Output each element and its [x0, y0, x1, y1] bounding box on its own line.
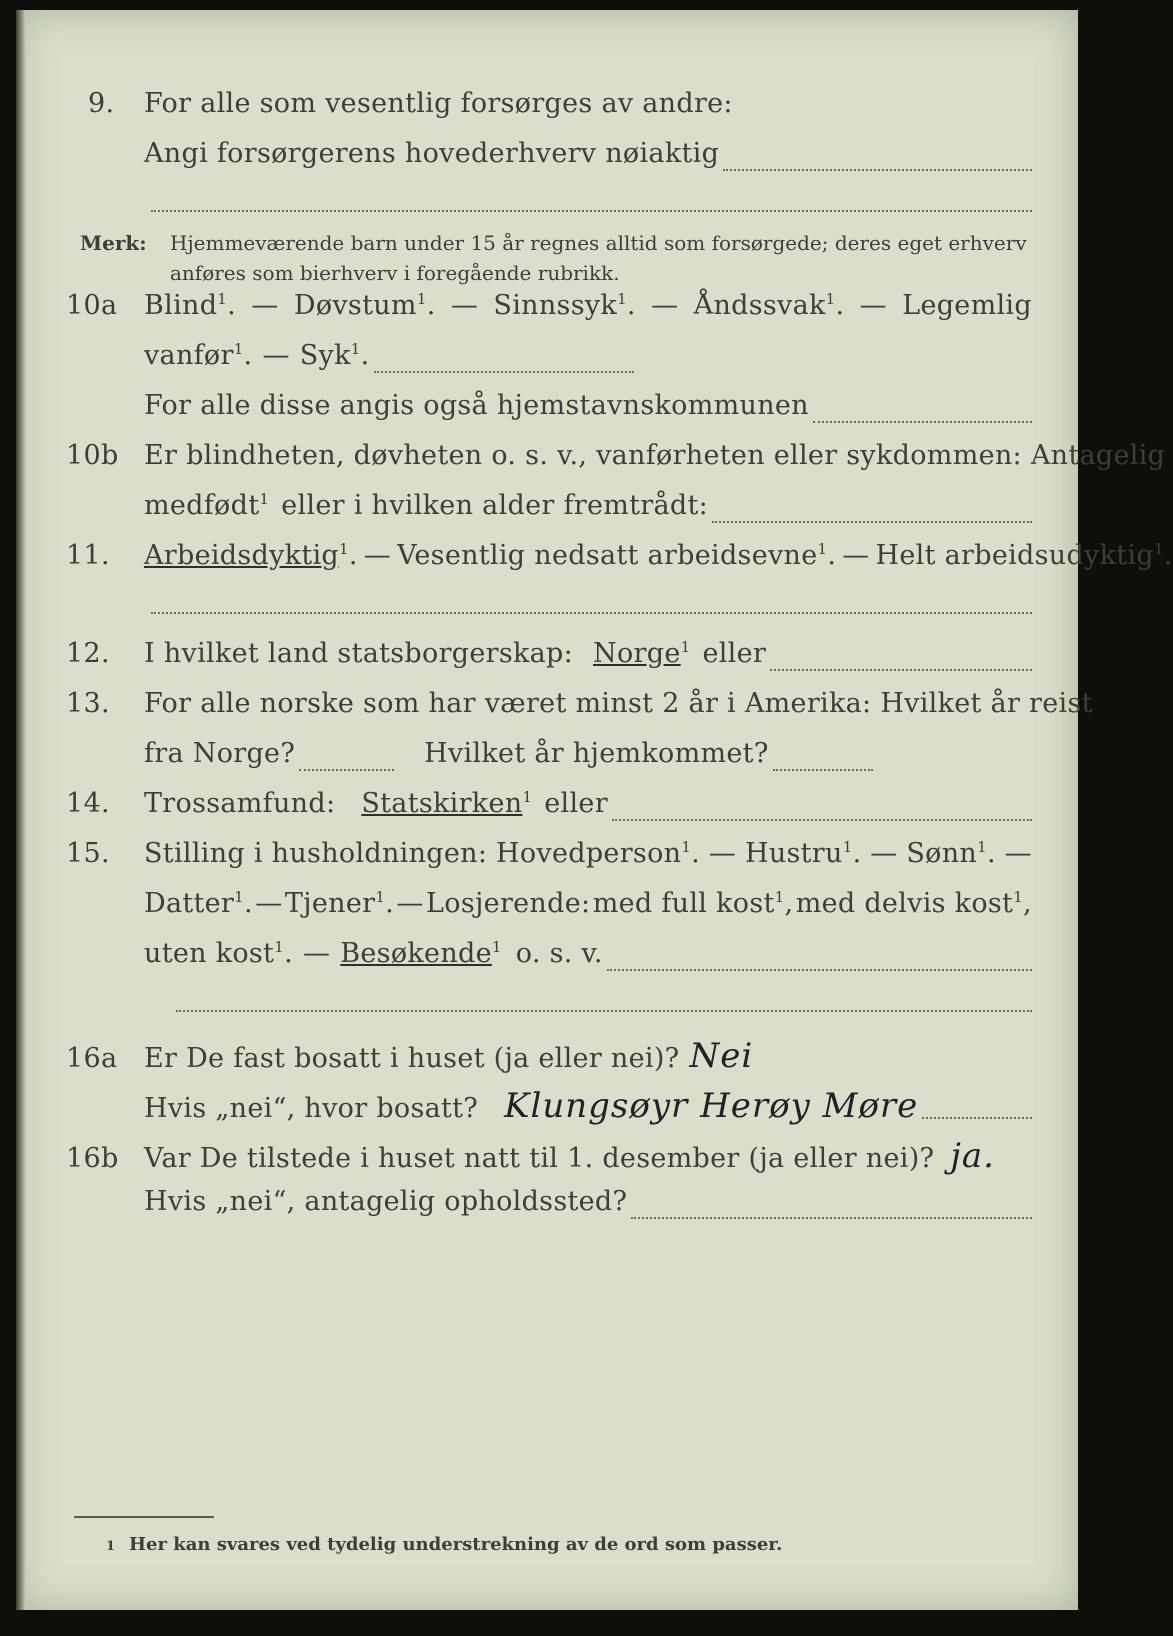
dash: — [450, 290, 479, 321]
q13-line1: For alle norske som har været minst 2 år i Amerika: Hvilket år reist [144, 688, 1093, 719]
opt-vanfor[interactable]: vanfør$^1$. [144, 340, 253, 371]
merk-label: Merk: [80, 231, 147, 255]
q16b-answer1[interactable]: ja. [950, 1136, 995, 1176]
q9-line1: For alle som vesentlig forsørges av andre: [144, 88, 733, 119]
opt-statskirken[interactable]: Statskirken$^1$ [361, 788, 533, 819]
dash: — [708, 838, 737, 869]
opt-sonn[interactable]: Sønn$^1$. [906, 838, 996, 869]
q16a-answer1[interactable]: Nei [689, 1036, 754, 1076]
q16a-answer-line[interactable] [922, 1117, 1032, 1119]
q16a-row2 [66, 1086, 1032, 1130]
opt-delviskost[interactable]: med delvis kost$^1$, [795, 888, 1032, 919]
q10b-answer-line[interactable] [712, 521, 1032, 523]
q12-number: 12. [66, 638, 110, 669]
q15-row3 [66, 938, 1032, 982]
dash: — [262, 340, 290, 371]
q15-number: 15. [66, 838, 110, 869]
footnote-mark: 1 [106, 1539, 116, 1554]
q14-answer-line[interactable] [612, 819, 1032, 821]
merk-note [66, 228, 1032, 288]
q9-answer-line[interactable] [723, 169, 1032, 171]
dash: — [859, 290, 887, 321]
opt-arbeidsdyktig[interactable]: Arbeidsdyktig$^1$. [144, 540, 358, 571]
opt-syk[interactable]: Syk$^1$. [299, 340, 370, 371]
q10b-row2 [66, 490, 1032, 534]
q11-row [66, 540, 1173, 584]
q16b-row1 [66, 1136, 1032, 1180]
q15-osv: o. s. v. [515, 938, 603, 969]
q10a-row2 [66, 340, 1032, 384]
opt-hovedperson[interactable]: Hovedperson$^1$. [496, 838, 701, 869]
dash: — [651, 290, 679, 321]
q16a-line1: Er De fast bosatt i huset (ja eller nei)? [144, 1043, 680, 1074]
q13-number: 13. [66, 688, 110, 719]
q14-number: 14. [66, 788, 110, 819]
q9-extra-line[interactable] [151, 210, 1032, 212]
q9-line2: Angi forsørgerens hovederhverv nøiaktig [144, 138, 720, 169]
q16a-number: 16a [66, 1043, 118, 1074]
dash: — [302, 938, 331, 969]
q13-fra: fra Norge? [144, 738, 296, 769]
q13-hjem-line[interactable] [773, 769, 873, 771]
q14-label: Trossamfund: [144, 788, 336, 819]
opt-tjener[interactable]: Tjener$^1$. [284, 888, 395, 919]
opt-utenkost[interactable]: uten kost$^1$. [144, 938, 293, 969]
q16b-answer-line[interactable] [631, 1217, 1032, 1219]
q12-eller: eller [702, 638, 767, 669]
q15-row1 [66, 838, 1032, 882]
dash: — [363, 540, 392, 571]
merk-line2: anføres som bierhverv i foregående rubrikk. [170, 261, 620, 285]
q11-number: 11. [66, 540, 110, 571]
opt-blind[interactable]: Blind$^1$. [144, 290, 237, 321]
q14-row [66, 788, 1032, 832]
q9-row1 [66, 88, 1032, 132]
q10b-line1: Er blindheten, døvheten o. s. v., vanførheten eller sykdommen: Antagelig [144, 440, 1166, 471]
q10a-row1 [66, 290, 1032, 334]
opt-datter[interactable]: Datter$^1$. [144, 888, 253, 919]
q10a-syk-line[interactable] [374, 371, 634, 373]
opt-andssvak[interactable]: Åndssvak$^1$. [693, 290, 845, 321]
q16b-number: 16b [66, 1143, 119, 1174]
opt-norge[interactable]: Norge$^1$ [593, 638, 691, 669]
q16a-row1 [66, 1036, 1032, 1080]
q13-row1 [66, 688, 1093, 732]
q16b-line2: Hvis „nei“, antagelig opholdssted? [144, 1186, 628, 1217]
q16a-answer2[interactable]: Klungsøyr Herøy Møre [504, 1086, 919, 1126]
q15-answer-line[interactable] [607, 969, 1032, 971]
q10a-row3 [66, 390, 1032, 434]
q9-number: 9. [88, 88, 115, 119]
q10a-line3: For alle disse angis også hjemstavnskommunen [144, 390, 809, 421]
merk-line1: Hjemmeværende barn under 15 år regnes alltid som forsørgede; deres eget erhverv [170, 231, 1027, 255]
q10a-hjemstavn-line[interactable] [813, 421, 1032, 423]
q13-row2 [66, 738, 1032, 782]
dash: — [1004, 838, 1032, 869]
footnote-text: Her kan svares ved tydelig understrekning av de ord som passer. [129, 1534, 783, 1555]
q12-answer-line[interactable] [770, 669, 1032, 671]
q15-label: Stilling i husholdningen: [144, 838, 488, 869]
q11-extra-line[interactable] [151, 612, 1032, 614]
opt-fullkost[interactable]: med full kost$^1$, [592, 888, 794, 919]
dash: — [251, 290, 279, 321]
q13-fra-line[interactable] [299, 769, 394, 771]
q9-row2 [66, 138, 1032, 182]
q12-label: I hvilket land statsborgerskap: [144, 638, 574, 669]
q15-extra-line[interactable] [176, 1010, 1032, 1012]
opt-sinnssyk[interactable]: Sinnssyk$^1$. [493, 290, 636, 321]
q10a-number: 10a [66, 290, 118, 321]
opt-legemlig[interactable]: Legemlig [902, 290, 1032, 321]
opt-nedsatt[interactable]: Vesentlig nedsatt arbeidsevne$^1$. [397, 540, 837, 571]
scan-edge [16, 10, 26, 1610]
q10b-row1 [66, 440, 1166, 484]
dash: — [842, 540, 870, 571]
dash: — [255, 888, 283, 919]
q15-losjerende: Losjerende: [426, 888, 591, 919]
q16b-line1: Var De tilstede i huset natt til 1. desember (ja eller nei)? [144, 1143, 935, 1174]
q10b-line2: eller i hvilken alder fremtrådt: [281, 490, 709, 521]
q13-hjem: Hvilket år hjemkommet? [424, 738, 769, 769]
q12-row [66, 638, 1032, 682]
q16a-line2: Hvis „nei“, hvor bosatt? [144, 1093, 479, 1124]
census-form-page [16, 10, 1173, 1610]
opt-hustru[interactable]: Hustru$^1$. [744, 838, 862, 869]
q10b-number: 10b [66, 440, 119, 471]
dash: — [396, 888, 424, 919]
footnote-divider [74, 1516, 214, 1518]
opt-udyktig[interactable]: Helt arbeidsudyktig$^1$. [875, 540, 1173, 571]
q14-eller: eller [544, 788, 608, 819]
opt-dovstum[interactable]: Døvstum$^1$. [293, 290, 436, 321]
opt-besokende[interactable]: Besøkende$^1$ [340, 938, 502, 969]
footnote [106, 1534, 782, 1555]
q16b-row2 [66, 1186, 1032, 1230]
opt-medfodt[interactable]: medfødt$^1$ [144, 490, 270, 521]
q15-row2 [66, 888, 1032, 932]
dash: — [870, 838, 898, 869]
